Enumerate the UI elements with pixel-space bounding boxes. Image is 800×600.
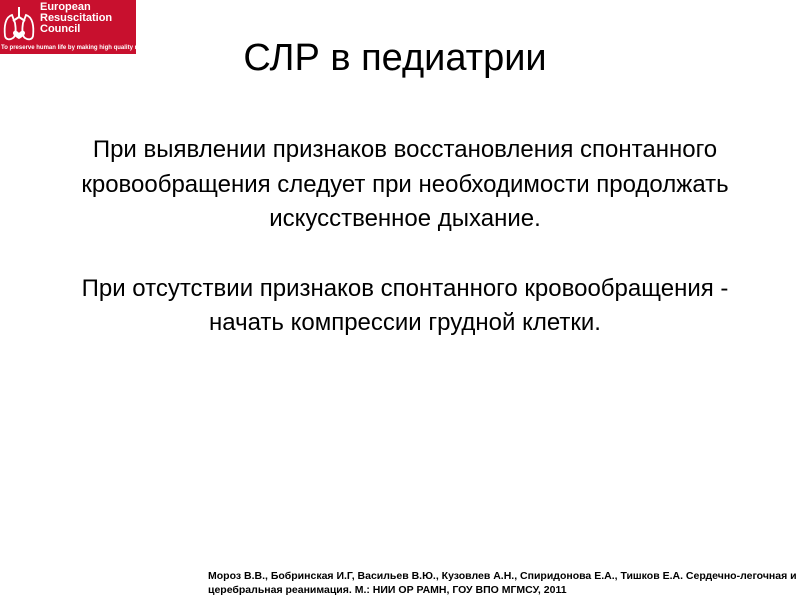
paragraph-spacer — [50, 237, 760, 272]
logo-name-line-2: Resuscitation — [40, 12, 113, 24]
slide-body — [50, 133, 760, 341]
logo-tagline: To preserve human life by making high quality resuscitation available to all — [1, 45, 215, 51]
paragraph-no-rosc: При отсутствии признаков спонтанного кровообращения - начать компрессии грудной клетки. — [81, 274, 729, 336]
logo-name-line-3: Council — [40, 23, 81, 35]
logo-name — [40, 2, 112, 35]
logo-name-line-1: European — [40, 1, 91, 13]
paragraph-rosc: При выявлении признаков восстановления спонтанного кровообращения следует при необходимости продолжать искусственное дыхание. — [81, 136, 729, 232]
slide-title: СЛР в педиатрии — [243, 37, 547, 79]
citation: Мороз В.В., Бобринская И.Г, Васильев В.Ю., Кузовлев А.Н., Спиридонова Е.А., Тишков Е.А. Сердечно-легочная и церебральная реанимация. М.: НИИ ОР РАМН, ГОУ ВПО МГМСУ, 2011 — [208, 570, 797, 596]
